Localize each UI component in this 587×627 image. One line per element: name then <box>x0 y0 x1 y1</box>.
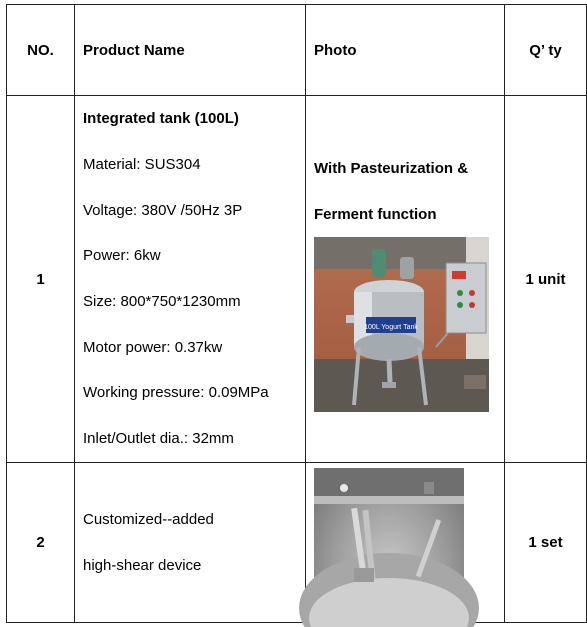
header-photo: Photo <box>306 5 505 96</box>
spec-inlet-outlet: Inlet/Outlet dia.: 32mm <box>83 430 234 448</box>
spec-material: Material: SUS304 <box>83 155 201 173</box>
spec-table <box>6 4 587 623</box>
header-no: NO. <box>7 5 75 96</box>
photo-caption-line1: With Pasteurization & <box>314 159 469 177</box>
header-product-name: Product Name <box>75 5 306 96</box>
table-header-row <box>7 5 587 96</box>
spec-power: Power: 6kw <box>83 247 161 265</box>
spec-working-pressure: Working pressure: 0.09MPa <box>83 384 269 402</box>
photo-caption-line2: Ferment function <box>314 205 437 223</box>
qty-value: 1 set <box>505 463 587 623</box>
yogurt-tank-photo <box>314 237 489 412</box>
spec-voltage: Voltage: 380V /50Hz 3P <box>83 201 243 219</box>
custom-line1: Customized--added <box>83 510 214 528</box>
header-qty: Q’ ty <box>505 5 587 96</box>
yogurt-tank-image <box>314 237 489 412</box>
product-title: Integrated tank (100L) <box>83 110 239 128</box>
high-shear-device-image <box>314 468 464 618</box>
row-number: 2 <box>7 463 75 623</box>
photo-cell <box>306 96 505 463</box>
qty-value: 1 unit <box>505 96 587 463</box>
spec-motor-power: Motor power: 0.37kw <box>83 338 223 356</box>
custom-line2: high-shear device <box>83 556 202 574</box>
tank-label-text: 100L Yogurt Tank <box>364 324 418 332</box>
row-number: 1 <box>7 96 75 463</box>
spec-size: Size: 800*750*1230mm <box>83 293 241 310</box>
product-spec-cell <box>75 96 306 463</box>
photo-cell <box>306 463 505 623</box>
table-row <box>7 463 587 623</box>
high-shear-device-photo <box>314 468 464 618</box>
table-row <box>7 96 587 463</box>
product-spec-cell <box>75 463 306 623</box>
